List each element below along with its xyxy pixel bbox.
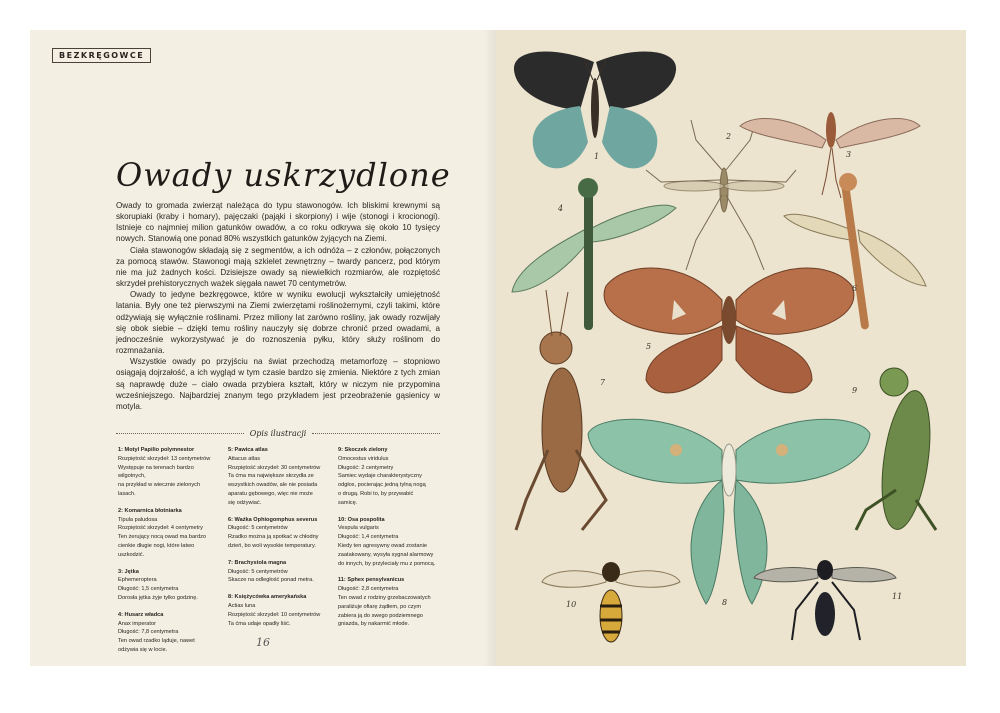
figure-number: 5 [646, 342, 652, 351]
legend-item-line: samicę. [338, 499, 358, 506]
legend-item-title [338, 447, 387, 453]
legend-item-title [118, 569, 139, 575]
legend-item-number: 8: [228, 594, 233, 601]
wasp-illustration [542, 562, 680, 642]
legend-item-line: aparatu gębowego, więc nie może [228, 490, 313, 497]
legend-item-title [118, 612, 163, 618]
legend-item-name: Motyl Papilio polymnestor [124, 447, 195, 453]
intro-paragraph: Owady to gromada zwierząt należąca do typu stawonogów. Ich bliskimi krewnymi są skorupiaki (kraby i homary), pajęczaki (pająki i skorpiony) i wije (stonogi i krocionogi). Istnieje co najmniej milion gatunków owadów, a co roku odkrywa się około 10 tysięcy nowych. Stanowią one ponad 80% wszystkich gatunków żyjących na Ziemi. [116, 201, 440, 244]
figure-number: 9 [852, 386, 858, 395]
legend-item [118, 611, 218, 655]
left-page [30, 30, 496, 666]
legend-item-title [228, 560, 286, 566]
legend-item-line: dzień, bo woli wysokie temperatury. [228, 542, 316, 549]
legend-item-number: 7: [228, 559, 233, 566]
legend-item-line: Actias luna [228, 602, 256, 609]
legend-item-line: Rozpiętość skrzydeł: 10 centymetrów [228, 611, 321, 618]
legend-item-title [228, 517, 317, 523]
figure-number: 3 [846, 150, 852, 159]
legend-item-title [228, 447, 268, 453]
legend-heading [116, 426, 440, 440]
figure-number: 8 [722, 598, 728, 607]
legend-item-line: paraliżuje ofiarę żądłem, po czym [338, 603, 422, 610]
legend-item [338, 576, 438, 629]
legend-item-line: Ten owad z rodziny grzebaczowatych [338, 594, 431, 601]
divider [312, 433, 440, 434]
legend-item-name: Jętka [124, 568, 139, 575]
legend-item-line: wszystkich owadów, ale nie posiada [228, 482, 318, 489]
sphex-wasp-illustration [754, 560, 896, 640]
legend-item-line: Długość: 2 centymetry [338, 464, 394, 471]
intro-paragraph: Owady to jedyne bezkręgowce, które w wyniku ewolucji wykształciły umiejętność latania. Były one też pierwszymi na Ziemi zwierzętami roślinożernymi, czyli takimi, które odżywiają się wyłącznie roślinami. Przez miliony lat zarówno rośliny, jak owady rozwijały się obok siebie – dzięki temu rośliny nauczyły się dobrze chronić przed owadami, a jednocześnie wykorzystywać je do roznoszenia pyłku, który służy roślinom do rozmnażania. [116, 290, 440, 356]
legend-item-line: Długość: 7,8 centymetra [118, 629, 179, 636]
legend-item-title [118, 447, 194, 453]
right-page [496, 30, 966, 666]
intro-paragraph: Ciała stawonogów składają się z segmentów, a ich odnóża – z członów, połączonych za pomocą stawów. Stawonogi mają szkielet zewnętrzny – twardy pancerz, pod którym nie ma już żadnych kości. Dzisiejsze owady są niewielkich rozmiarów, ale rozpiętość skrzydeł prehistorycznych ważek sięgała nawet 70 centymetrów. [116, 245, 440, 289]
legend-item-title [228, 594, 306, 600]
legend-item-number: 4: [118, 611, 123, 618]
section-tag: BEZKRĘGOWCE [52, 48, 151, 63]
legend-item [228, 559, 328, 585]
legend-item-line: Długość: 2,8 centymetra [338, 586, 399, 593]
gutter-shadow [484, 30, 496, 666]
legend-item-line: Ten owad rzadko ląduje, nawet [118, 638, 195, 645]
legend-item-name: Pawica atlas [234, 447, 268, 453]
legend-item [118, 568, 218, 603]
legend-item-name: Komarnica błotniarka [124, 507, 182, 514]
legend-item-line: gniazda, by nakarmić młode. [338, 621, 410, 628]
legend-item-name: Skoczek zielony [344, 447, 388, 453]
legend-item-line: na przykład w wiecznie zielonych lasach. [118, 482, 201, 497]
legend-item-number: 10: [338, 516, 347, 523]
legend-item-line: Skacze na odległość ponad metra. [228, 577, 314, 584]
legend-item-line: zabiera ją do swego podziemnego [338, 612, 423, 619]
book-spread [30, 30, 966, 666]
legend-item-name: Husarz władca [124, 611, 164, 618]
legend-item-name: Księżycówka amerykańska [234, 594, 307, 601]
legend-item-number: 5: [228, 447, 233, 453]
legend-item-line: Długość: 5 centymetrów [228, 525, 288, 532]
intro-text [116, 200, 440, 412]
legend-item-line: odżywia się w locie. [118, 646, 168, 653]
legend-item-line: Długość: 1,5 centymetra [118, 586, 179, 593]
legend-item-line: cienkie długie nogi, które łatwo uszkodzić. [118, 542, 195, 558]
legend-item-line: o drugą. Robi to, by przywabić [338, 490, 414, 497]
legend-item-line: do innych, by przyleciały mu z pomocą. [338, 560, 436, 567]
legend-item-line: Długość: 5 centymetrów [228, 568, 288, 575]
legend-item-name: Ważka Ophiogomphus severus [234, 516, 318, 523]
legend-item-line: Anax imperator [118, 620, 156, 627]
legend-column [118, 446, 218, 663]
legend-item-line: Ta ćma udaje opadły liść. [228, 620, 291, 627]
legend-item-line: Rozpiętość skrzydeł: 13 centymetrów [118, 455, 211, 462]
legend-item-line: Ten żerujący nocą owad ma bardzo [118, 534, 206, 541]
figure-number: 7 [600, 378, 606, 387]
figure-number: 2 [726, 132, 732, 141]
legend-item-line: Ephemeroptera [118, 577, 157, 584]
intro-paragraph: Wszystkie owady po przyjściu na świat przechodzą metamorfozę – stopniowo osiągają dojrzałość, a ich wygląd w tym czasie bardzo się zmienia. Niektóre z tych zmian są naprawdę duże – ciało owada przybiera kształt, który w niczym nie przypomina wcześniejszego. Najbardziej znanym tego przykładem jest przeobrażenie gąsienicy w motyla. [116, 357, 440, 411]
insect-plate [496, 30, 966, 666]
legend-item-number: 9: [338, 447, 343, 453]
page-number: 16 [256, 636, 270, 649]
legend-item-line: Rozpiętość skrzydeł: 30 centymetrów [228, 464, 321, 471]
legend-item-line: Kiedy ten agresywny owad zostanie [338, 542, 427, 549]
figure-number: 11 [892, 592, 903, 601]
legend-item [228, 593, 328, 628]
figure-number: 4 [558, 204, 564, 213]
legend-column [338, 446, 438, 637]
legend-item-line: zaatakowany, wysyła sygnał alarmowy [338, 551, 434, 558]
legend-item-number: 6: [228, 516, 233, 523]
legend-item-title [118, 508, 182, 514]
legend-item [338, 516, 438, 569]
legend-item [228, 516, 328, 551]
legend-item-line: się odżywiać. [228, 499, 262, 506]
legend-item-number: 2: [118, 507, 123, 514]
legend-item-line: Attacus atlas [228, 455, 261, 462]
legend-item-number: 3: [118, 568, 123, 575]
legend-item-line: odgłos, pocierając jedną tylną nogą [338, 482, 426, 489]
green-grasshopper-illustration [856, 368, 938, 532]
legend-item-name: Sphex pensylvanicus [347, 577, 405, 584]
legend-item-number: 1: [118, 447, 123, 453]
figure-number: 6 [852, 284, 858, 293]
legend-item-name: Osa pospolita [347, 516, 385, 523]
legend-item-line: Tipula paludosa [118, 516, 158, 523]
legend-item-line: Omocestus viridulus [338, 455, 389, 462]
legend-column [228, 446, 328, 636]
divider [116, 433, 244, 434]
legend-item-line: Dorosła jętka żyje tylko godzinę. [118, 594, 198, 601]
legend-heading-label: Opis ilustracji [249, 428, 307, 438]
crane-fly-illustration [646, 120, 796, 270]
figure-number: 1 [594, 152, 600, 161]
legend-item-line: Długość: 1,4 centymetra [338, 534, 399, 541]
butterfly-illustration [514, 52, 676, 169]
figure-number: 10 [566, 600, 577, 609]
legend-item [118, 507, 218, 560]
legend-item-line: Ta ćma ma największe skrzydła ze [228, 473, 314, 480]
legend-item-number: 11: [338, 577, 346, 584]
page-title: Owady uskrzydlone [116, 156, 451, 194]
legend-item-line: Rzadko można ją spotkać w chłodny [228, 534, 319, 541]
legend-item-title [338, 517, 385, 523]
legend-item-line: Samiec wydaje charakterystyczny [338, 473, 422, 480]
atlas-moth-illustration [604, 268, 854, 393]
legend-item-line: Vespula vulgaris [338, 525, 379, 532]
legend-item [118, 446, 218, 499]
legend-item-name: Brachystola magna [234, 559, 287, 566]
legend-item-line: Występuje na terenach bardzo wilgotnych, [118, 464, 194, 480]
legend-item [228, 446, 328, 508]
legend-item-line: Rozpiętość skrzydeł: 4 centymetry [118, 525, 203, 532]
illustration-legend [118, 446, 448, 653]
legend-item [338, 446, 438, 508]
legend-item-title [338, 577, 404, 583]
